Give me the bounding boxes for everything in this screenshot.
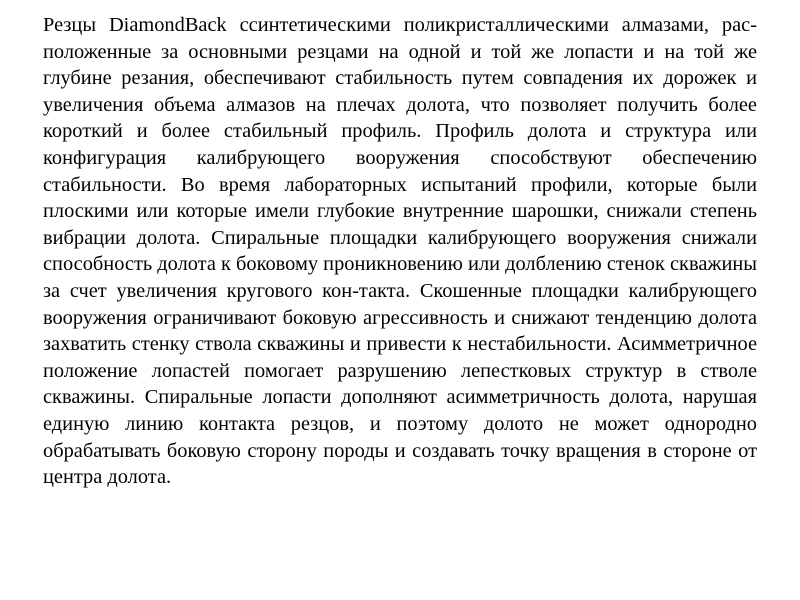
body-paragraph: Резцы DiamondBack ссинтетическими поликристаллическими алмазами, рас-положенные за основными резцами на одной и той же лопасти и на той же глубине резания, обеспечивают стабильность путем совпадения их дорожек и увеличения объема алмазов на плечах долота, что позволяет получить более короткий и более стабильный профиль. Профиль долота и структура или конфигурация калибрующего вооружения способствуют обеспечению стабильности. Во время лабораторных испытаний профили, которые были плоскими или которые имели глубокие внутренние шарошки, снижали степень вибрации долота. Спиральные площадки калибрующего вооружения снижали способность долота к боковому проникновению или долблению стенок скважины за счет увеличения кругового кон-такта. Скошенные площадки калибрующего вооружения ограничивают боковую агрессивность и снижают тенденцию долота захватить стенку ствола скважины и привести к нестабильности. Асимметричное положение лопастей помогает разрушению лепестковых структур в стволе скважины. Спиральные лопасти дополняют асимметричность долота, нарушая единую линию контакта резцов, и поэтому долото не может однородно обрабатывать боковую сторону породы и создавать точку вращения в стороне от центра долота. xyxy=(43,14,757,489)
